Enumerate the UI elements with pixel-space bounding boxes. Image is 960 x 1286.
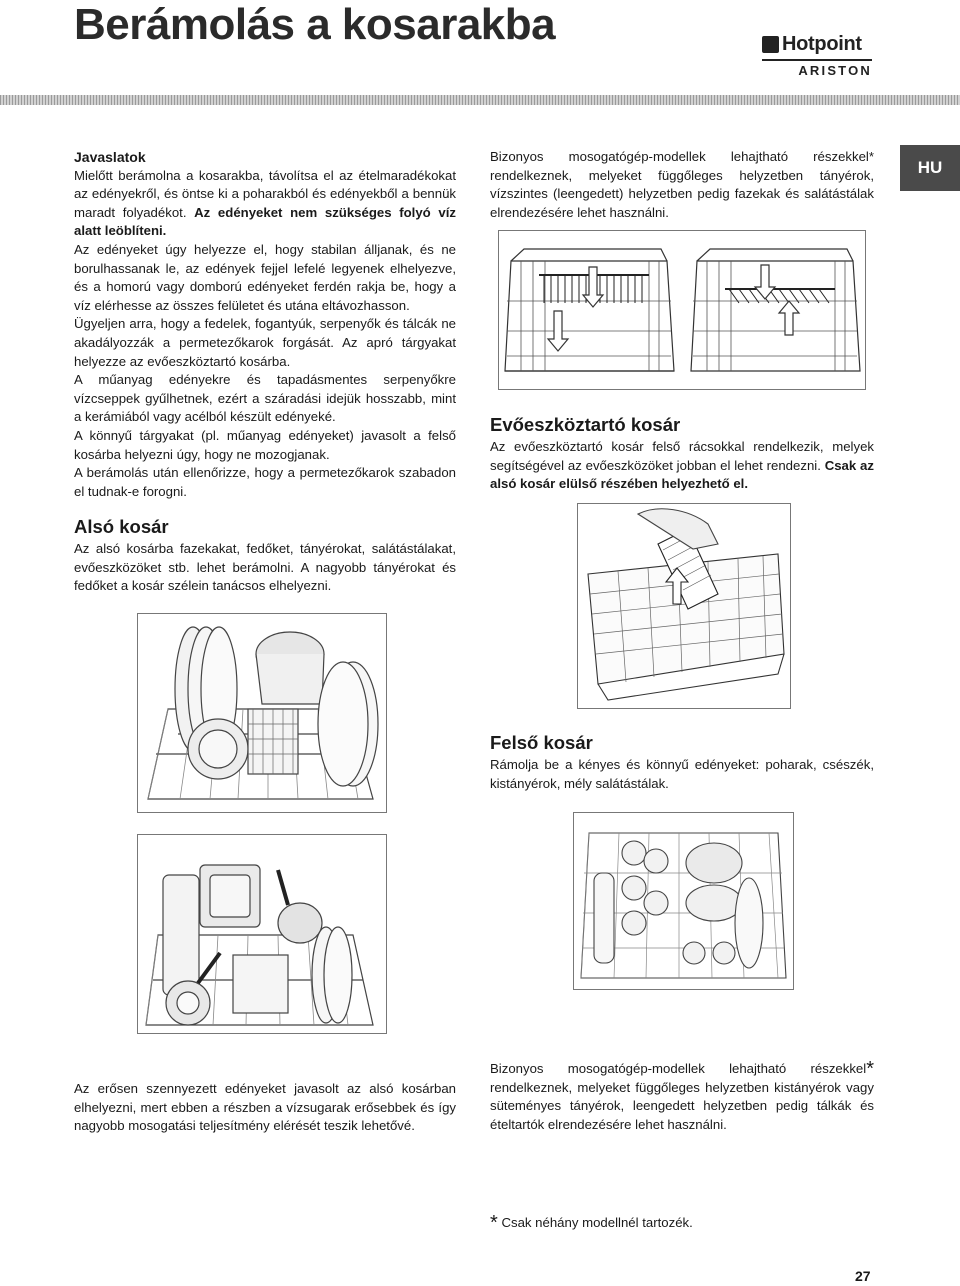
lower-basket-note-section [74, 1080, 456, 1136]
page-number: 27 [855, 1268, 871, 1284]
cutlery-basket-text: Az evőeszköztartó kosár felső rácsokkal rendelkezik, melyek segítségével az evőeszközöket jobban el lehet rendezni. Csak az alsó kosár elülső részében helyezhető el. [490, 439, 874, 492]
cutlery-basket-figure [577, 503, 791, 709]
page-title: Berámolás a kosarakba [74, 0, 556, 49]
lower-basket-section [74, 516, 456, 596]
lower-basket-text: Az alsó kosárba fazekakat, fedőket, tányérokat, salátástálakat, evőeszközöket stb. lehet berámolni. A nagyobb tányérokat és fedőket a kosár szélein tanácsos elhelyezni. [74, 541, 456, 594]
foldable-lower-section [490, 148, 874, 222]
recommendations-section [74, 148, 456, 501]
upper-basket-section [490, 732, 874, 793]
lower-basket-figure [137, 613, 387, 813]
recommendations-p6: A berámolás után ellenőrizze, hogy a permetezőkarok szabadon el tudnak-e forogni. [74, 465, 456, 499]
recommendations-p4: A műanyag edényekre és tapadásmentes serpenyőkre vízcseppek gyűlhetnek, ezért a száradási idejük hosszabb, mint a kerámiából vagy acélból készült edényeké. [74, 372, 456, 425]
recommendations-p3: Ügyeljen arra, hogy a fedelek, fogantyúk, serpenyők és tálcák ne akadályozzák a permetezőkarok forgását. Az apró tárgyakat helyezze az evőeszköztartó kosárba. [74, 316, 456, 369]
cutlery-basket-placement-note: Csak az alsó kosár elülső részében helyezhető el. [490, 457, 874, 492]
header-divider [0, 95, 960, 105]
foldable-lower-text: Bizonyos mosogatógép-modellek lehajtható részekkel* rendelkeznek, melyeket függőleges helyzetben tányérok, vízszintes (leengedett) helyzetben pedig fazekak és salátástálak elrendezésére lehet használni. [490, 149, 874, 220]
asterisk-mark: * [866, 1058, 874, 1080]
foldable-upper-section [490, 1060, 874, 1134]
footnote-text: Csak néhány modellnél tartozék. [501, 1215, 693, 1230]
recommendations-heading: Javaslatok [74, 149, 146, 165]
lower-basket-note-text: Az erősen szennyezett edényeket javasolt az alsó kosárban elhelyezni, mert ebben a részben a vízsugarak erősebbek és így nagyobb mosogatási teljesítmény elérését teszik lehetővé. [74, 1081, 456, 1134]
foldable-upper-text: Bizonyos mosogatógép-modellek lehajtható részekkel* rendelkeznek, melyeket függőleges helyzetben kistányérok vagy süteményes tányérok, leengedett helyzetben pedig tálkák és ételtartók elrendezésére lehet használni. [490, 1058, 874, 1132]
recommendations-p1: Mielőtt berámolna a kosarakba, távolítsa el az ételmaradékokat az edényekről, és öntse ki a poharakból és edényekből a bennük maradt folyadékot. Az edényeket nem szükséges folyó víz alatt leöblíteni. [74, 167, 456, 239]
recommendations-p5: A könnyű tárgyakat (pl. műanyag edényeket) javasolt a felső kosárba helyezni úgy, hogy ne mozogjanak. [74, 427, 456, 462]
language-tab: HU [900, 145, 960, 191]
upper-basket-figure [573, 812, 794, 990]
cutlery-basket-section [490, 414, 874, 494]
brand-name-bottom: ARISTON [798, 63, 872, 78]
cutlery-basket-heading: Evőeszköztartó kosár [490, 414, 681, 435]
brand-name-top: Hotpoint [782, 33, 862, 55]
upper-basket-heading: Felső kosár [490, 732, 593, 753]
lower-basket-heading: Alsó kosár [74, 516, 169, 537]
footnote-asterisk: * [490, 1212, 498, 1234]
lower-basket-dirty-figure [137, 834, 387, 1034]
brand-logo [762, 33, 874, 81]
brand-mark-icon [762, 36, 779, 53]
recommendations-p2: Az edényeket úgy helyezze el, hogy stabilan álljanak, és ne borulhassanak le, az edények fejjel lefelé legyenek elhelyezve, és a homorú vagy domború edényeket ferdén rakja be, hogy a víz elérhesse az összes felületet és utána eltávozhasson. [74, 241, 456, 313]
rinse-note: Az edényeket nem szükséges folyó víz alatt leöblíteni. [74, 204, 456, 239]
footnote [490, 1214, 874, 1233]
brand-rule [762, 59, 872, 61]
foldable-rack-figure [498, 230, 866, 390]
upper-basket-text: Rámolja be a kényes és könnyű edényeket: poharak, csészék, kistányérok, mély salátástálak. [490, 757, 874, 791]
